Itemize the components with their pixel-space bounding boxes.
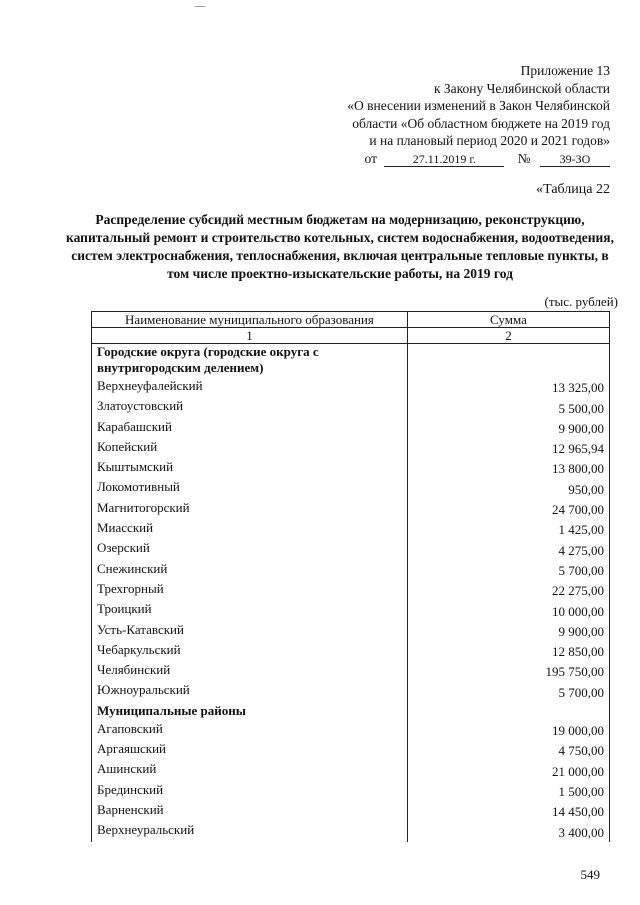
municipality-name: Магнитогорский	[92, 499, 408, 519]
municipality-name: Локомотивный	[92, 478, 408, 498]
municipality-name: Варненский	[92, 801, 408, 821]
municipality-name: Златоустовский	[92, 397, 408, 417]
municipality-name: Кыштымский	[92, 458, 408, 478]
subsidy-amount: 5 700,00	[407, 560, 609, 580]
table-row	[92, 801, 610, 821]
municipality-name: Троицкий	[92, 600, 408, 620]
table-label: «Таблица 22	[536, 182, 610, 197]
subsidy-amount: 3 400,00	[407, 821, 609, 841]
subsidy-amount: 4 750,00	[407, 740, 609, 760]
municipality-name: Челябинский	[92, 661, 408, 681]
subsidy-amount: 950,00	[407, 478, 609, 498]
scan-mark	[195, 6, 205, 7]
law-date: 27.11.2019 г.	[384, 152, 504, 167]
table-row	[92, 377, 610, 397]
table-row	[92, 458, 610, 478]
header-sum: Сумма	[407, 312, 609, 328]
municipality-name: Агаповский	[92, 720, 408, 740]
table-row	[92, 418, 610, 438]
appendix-line-5: и на плановый период 2020 и 2021 годов»	[369, 133, 610, 148]
municipality-name: Аргаяшский	[92, 740, 408, 760]
table-row	[92, 740, 610, 760]
appendix-line-2: к Закону Челябинской области	[433, 80, 610, 96]
municipality-name: Трехгорный	[92, 580, 408, 600]
table-row	[92, 720, 610, 740]
municipality-name: Верхнеуфалейский	[92, 377, 408, 397]
subsidy-amount: 1 500,00	[407, 781, 609, 801]
municipality-name: Миасский	[92, 519, 408, 539]
municipality-name: Чебаркульский	[92, 641, 408, 661]
table-row	[92, 781, 610, 801]
table-row	[92, 760, 610, 780]
subsidy-amount: 13 800,00	[407, 458, 609, 478]
table-header-row	[92, 312, 610, 328]
municipality-name: Брединский	[92, 781, 408, 801]
subsidy-amount: 21 000,00	[407, 760, 609, 780]
column-number-row	[92, 328, 610, 344]
appendix-date-line	[347, 150, 610, 168]
subsidy-amount: 5 500,00	[407, 397, 609, 417]
table-row	[92, 600, 610, 620]
table-row	[92, 478, 610, 498]
subsidies-table	[91, 311, 610, 842]
municipality-name: Карабашский	[92, 418, 408, 438]
appendix-line-1: Приложение 13	[520, 63, 610, 78]
header-name: Наименование муниципального образования	[92, 312, 408, 328]
table-row	[92, 641, 610, 661]
municipality-name: Копейский	[92, 438, 408, 458]
table-row	[92, 621, 610, 641]
table-row	[92, 438, 610, 458]
page-number: 549	[580, 867, 600, 882]
subsidy-amount: 1 425,00	[407, 519, 609, 539]
subsidy-amount: 13 325,00	[407, 377, 609, 397]
units-label: (тыс. рублей)	[544, 294, 618, 309]
table-row	[92, 580, 610, 600]
from-label: от	[364, 150, 377, 166]
table-row	[92, 397, 610, 417]
column-number-2: 2	[407, 328, 609, 344]
subsidy-amount: 12 965,94	[407, 438, 609, 458]
table-row	[92, 661, 610, 681]
appendix-line-4: области «Об областном бюджете на 2019 год	[352, 115, 610, 131]
table-row	[92, 560, 610, 580]
section-row-municipal-districts	[92, 702, 610, 720]
subsidy-amount: 22 275,00	[407, 580, 609, 600]
table-row	[92, 821, 610, 841]
section-title: Муниципальные районы	[92, 702, 408, 720]
subsidy-amount: 12 850,00	[407, 641, 609, 661]
subsidy-amount: 4 275,00	[407, 539, 609, 559]
municipality-name: Южноуральский	[92, 681, 408, 701]
appendix-header	[347, 62, 610, 167]
table-row	[92, 499, 610, 519]
municipality-name: Снежинский	[92, 560, 408, 580]
section-title: Городские округа (городские округа с внутригородским делением)	[92, 344, 408, 378]
subsidy-amount: 9 900,00	[407, 418, 609, 438]
subsidy-amount: 24 700,00	[407, 499, 609, 519]
municipality-name: Усть-Катавский	[92, 621, 408, 641]
table-row	[92, 539, 610, 559]
subsidy-amount: 195 750,00	[407, 661, 609, 681]
municipality-name: Верхнеуральский	[92, 821, 408, 841]
municipality-name: Ашинский	[92, 760, 408, 780]
subsidy-amount: 14 450,00	[407, 801, 609, 821]
number-label: №	[517, 150, 531, 166]
section-row-urban-districts	[92, 344, 610, 378]
appendix-line-3: «О внесении изменений в Закон Челябинской	[347, 98, 610, 113]
document-title: Распределение субсидий местным бюджетам на модернизацию, реконструкцию, капитальный ремонт и строительство котельных, систем водоснабжения, водоотведения, систем электроснабжения, теплоснабжения, включая центральные тепловые пункты, в том числе проектно-изыскательские работы, на 2019 год	[66, 212, 614, 281]
subsidy-amount: 19 000,00	[407, 720, 609, 740]
law-number: 39-ЗО	[540, 152, 610, 167]
subsidy-amount: 5 700,00	[407, 681, 609, 701]
table-row	[92, 681, 610, 701]
subsidy-amount: 9 900,00	[407, 621, 609, 641]
municipality-name: Озерский	[92, 539, 408, 559]
table-row	[92, 519, 610, 539]
column-number-1: 1	[92, 328, 408, 344]
subsidy-amount: 10 000,00	[407, 600, 609, 620]
